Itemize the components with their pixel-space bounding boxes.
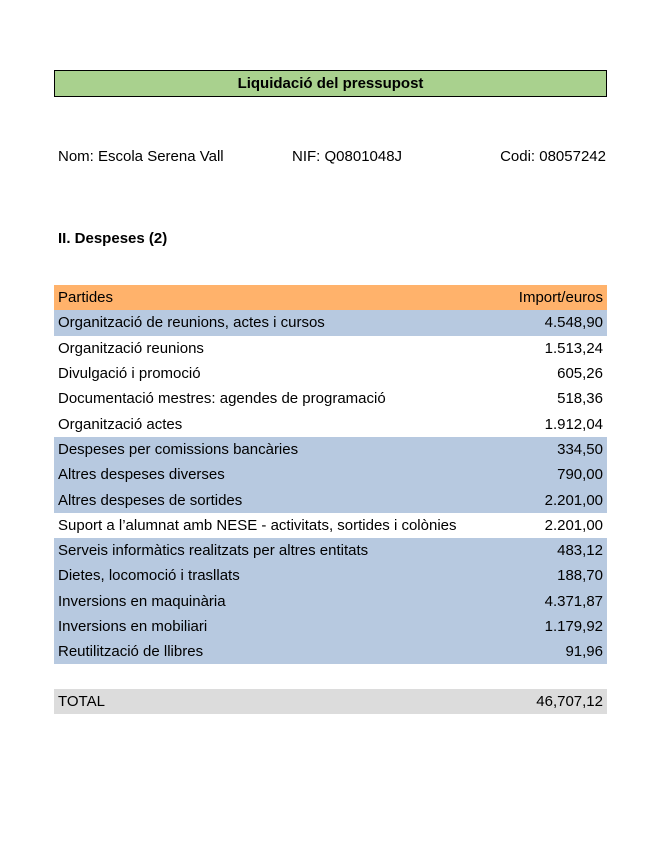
total-label: TOTAL <box>58 693 105 710</box>
row-amount: 91,96 <box>565 643 603 661</box>
school-code: Codi: 08057242 <box>500 148 606 165</box>
page-title: Liquidació del pressupost <box>54 70 607 97</box>
row-label: Inversions en maquinària <box>58 592 226 610</box>
table-row <box>54 538 607 563</box>
table-row <box>54 639 607 664</box>
table-row <box>54 310 607 335</box>
row-amount: 334,50 <box>557 440 603 458</box>
row-label: Altres despeses de sortides <box>58 491 243 509</box>
school-name: Nom: Escola Serena Vall <box>58 148 224 165</box>
table-row <box>54 386 607 411</box>
column-header-amount: Import/euros <box>518 289 603 307</box>
table-row <box>54 336 607 361</box>
row-label: Organització reunions <box>58 339 204 357</box>
table-row <box>54 361 607 386</box>
table-row <box>54 411 607 436</box>
row-amount: 790,00 <box>557 466 603 484</box>
table-row <box>54 462 607 487</box>
row-amount: 4.548,90 <box>544 314 603 332</box>
row-amount: 1.513,24 <box>544 339 603 357</box>
row-label: Altres despeses diverses <box>58 466 225 484</box>
table-row <box>54 589 607 614</box>
row-amount: 518,36 <box>557 390 603 408</box>
expense-table <box>54 285 607 664</box>
table-row <box>54 487 607 512</box>
row-label: Organització de reunions, actes i cursos <box>58 314 325 332</box>
school-nif: NIF: Q0801048J <box>292 148 403 165</box>
row-amount: 1.179,92 <box>544 618 603 635</box>
table-row <box>54 614 607 639</box>
row-amount: 483,12 <box>557 542 603 560</box>
row-label: Serveis informàtics realitzats per altres entitats <box>58 542 369 560</box>
row-label: Organització actes <box>58 415 183 433</box>
table-header <box>54 285 607 310</box>
row-label: Dietes, locomoció i trasllats <box>58 567 240 585</box>
section-title: II. Despeses (2) <box>58 230 168 247</box>
row-label: Suport a l’alumnat amb NESE - activitats, sortides i colònies <box>58 516 457 534</box>
row-amount: 4.371,87 <box>544 592 603 610</box>
row-amount: 188,70 <box>557 567 603 585</box>
row-amount: 605,26 <box>557 365 603 383</box>
row-amount: 2.201,00 <box>544 491 603 509</box>
row-amount: 2.201,00 <box>544 516 603 534</box>
table-row <box>54 563 607 588</box>
total-amount: 46,707,12 <box>536 693 603 710</box>
row-label: Documentació mestres: agendes de programació <box>58 390 386 408</box>
table-row <box>54 513 607 538</box>
total-row <box>54 689 607 714</box>
row-label: Reutilització de llibres <box>58 643 204 661</box>
row-label: Despeses per comissions bancàries <box>58 440 299 458</box>
row-label: Divulgació i promoció <box>58 365 201 383</box>
row-amount: 1.912,04 <box>544 415 603 433</box>
school-info <box>58 148 606 168</box>
row-label: Inversions en mobiliari <box>58 618 208 635</box>
table-row <box>54 437 607 462</box>
column-header-item: Partides <box>58 289 114 307</box>
